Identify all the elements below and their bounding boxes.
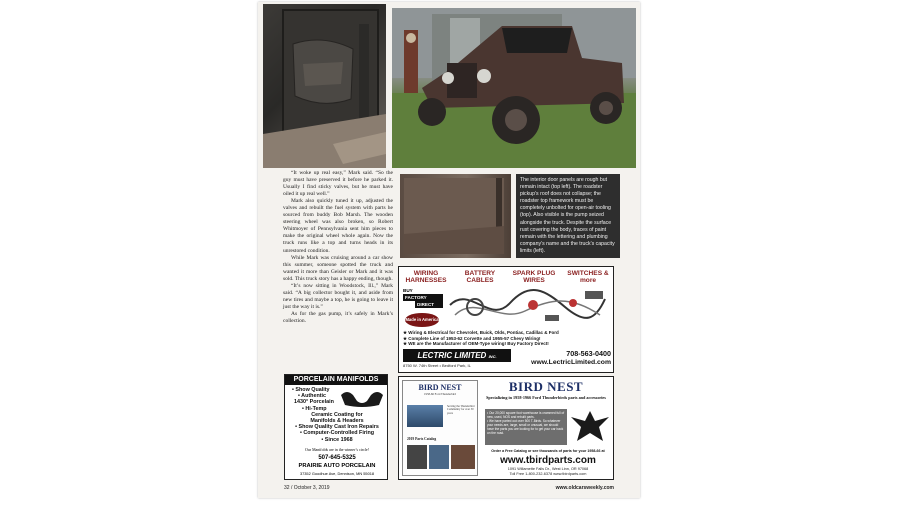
magazine-page — [258, 2, 640, 498]
catalog-side-text: Serving the Thunderbird Community for over 30 years — [447, 405, 475, 415]
feature-line: • Authentic — [298, 393, 327, 400]
ad-bullet: ★ Complete Line of 1953-62 Corvette and 1955-57 Chevy Wiring! — [403, 335, 541, 341]
ad-phone: 708-563-0400 — [566, 349, 611, 358]
page-footer-right: www.oldcarsweekly.com — [555, 485, 614, 491]
catalog-thumb — [451, 445, 475, 469]
feature-line: • Hi-Temp — [302, 405, 327, 412]
article-paragraph: Mark also quickly tuned it up, adjusted the valves and rebuilt the fuel system with parts he sourced from buddy Bob Marsh. The wooden steering wheel was also broken, so Robert Whitmoyer of Pennsylvania sent him pieces to make the original wheel whole again. Now the truck runs like a top and turns heads in its unrestored condition. — [283, 198, 393, 254]
ad-subtitle: Specializing in 1958-1966 Ford Thunderbirds parts and accessories — [486, 395, 606, 400]
wiring-harness-image — [445, 285, 611, 327]
ad-address: 37352 Goodhue Ave, Dennison, MN 55018 — [299, 471, 375, 476]
feature-line: • Show Quality Cast Iron Repairs — [295, 424, 379, 431]
ad-bullet-list — [403, 330, 613, 347]
ad-address: 1091 Willamette Falls Dr., West Linn, OR 97068 — [507, 467, 589, 471]
catalog-thumb — [429, 445, 449, 469]
ad-bullet: ★ Wiring & Electrical for Chevrolet, Buick, Olds, Pontiac, Cadillac & Ford — [403, 330, 559, 335]
article-paragraph: “It woke up real easy,” Mark said. “So the guy must have preserved it before he parked it. Usually I find sticky valves, but he must have oiled it up real well.” — [283, 170, 393, 198]
ad-heading: WIRING HARNESSES — [405, 270, 447, 284]
ad-address: 8750 W. 74th Street • Bedford Park, IL — [403, 363, 471, 368]
ad-order-text: Order a Free Catalog or see thousands of parts for your 1958-66 at — [491, 449, 605, 453]
thunderbird-emblem-icon — [569, 407, 611, 445]
bird-nest-ad — [398, 376, 614, 480]
ad-bullet: ★ WE are the Manufacturer of OEM-Type wiring! Buy Factory Direct! — [403, 341, 549, 347]
ad-phone: Toll Free 1-800-232-6378 www.tbirdparts.com — [509, 472, 587, 476]
feature-line: Ceramic Coating for — [311, 411, 363, 418]
ad-point: • Our 20,000 square foot warehouse is crammed full of new, used, NOS and rebuilt parts. — [487, 411, 565, 419]
page-footer-left: 32 / October 3, 2019 — [284, 485, 330, 491]
feature-list — [288, 387, 386, 443]
catalog-thumb — [407, 445, 427, 469]
ad-website-link[interactable]: www.tbirdparts.com — [500, 455, 596, 466]
ad-point: • We have parted out over 500 T-Birds. So whatever your needs are, large, small or unusual, we should have the parts you are looking for to get your car back on the road. — [487, 419, 564, 435]
badge-line: DIRECT — [415, 301, 443, 308]
feature-line: • Show Quality — [292, 387, 330, 393]
ad-heading: BATTERY CABLES — [464, 270, 496, 284]
lectric-limited-ad — [398, 266, 614, 373]
feature-line: • Computer-Controlled Firing — [299, 430, 375, 437]
door-panel-photo — [263, 4, 386, 168]
feature-line: 1430° Porcelain — [294, 399, 334, 406]
ad-title: PORCELAIN MANIFOLDS — [285, 375, 387, 385]
truck-photo — [392, 8, 636, 168]
ad-title: BIRD NEST — [508, 379, 584, 394]
catalog-car-photo — [407, 405, 443, 427]
catalog-title: 2019 Parts Catalog — [407, 437, 437, 441]
ad-website-link[interactable]: www.LectricLimited.com — [531, 359, 611, 366]
catalog-logo: BIRD NEST — [418, 383, 462, 392]
photo-caption: The interior door panels are rough but remain intact (top left). The roadster pickup’s roof does not collapse; the roadster top framework must be completely unbolted for open-air tooling (top). Also visible is the pump seized alongside the truck. Despite the surface rust covering the body, traces of paint remain with the lettering and plumbing company’s name and the truck’s capacity limits (left). — [516, 174, 620, 258]
badge-line: FACTORY — [403, 294, 443, 301]
feature-line: Manifolds & Headers — [310, 418, 364, 425]
article-body — [283, 170, 393, 325]
feature-line: • Since 1968 — [321, 436, 353, 443]
badge-line: BUY — [403, 288, 413, 293]
brand-name: LECTRIC LIMITED — [417, 351, 487, 360]
ad-heading: SWITCHES & more — [567, 270, 609, 284]
lectric-limited-logo — [403, 349, 511, 362]
made-in-america-oval: Made in America — [405, 313, 439, 327]
porcelain-manifolds-ad — [284, 374, 388, 480]
catalog-subtitle: 1958-66 Ford Thunderbird — [423, 392, 457, 396]
ad-note: Our Manifolds are in the winner’s circle! — [305, 448, 369, 452]
ad-points — [485, 409, 567, 445]
rusted-panel-photo — [400, 174, 511, 258]
ad-heading: SPARK PLUG WIRES — [512, 270, 556, 284]
article-paragraph: As for the gas pump, it’s safely in Mark’s collection. — [283, 310, 393, 324]
buy-factory-direct-badge — [403, 287, 443, 308]
ad-phone: 507-645-5325 — [318, 455, 356, 461]
catalog-cover — [402, 380, 478, 476]
ad-company: PRAIRIE AUTO PORCELAIN — [298, 463, 376, 469]
article-paragraph: “It’s now sitting in Woodstock, Ill.,” Mark said. “A big collector bought it, and aside from new tires and maybe a top, he is going to leave it just the way it is.” — [283, 282, 393, 310]
brand-suffix: INC. — [488, 354, 497, 359]
article-paragraph: While Mark was cruising around a car show this summer, someone spotted the truck and wanted it more than Geisler or Mark and it was sold. This truck story has a happy ending, though. — [283, 254, 393, 282]
